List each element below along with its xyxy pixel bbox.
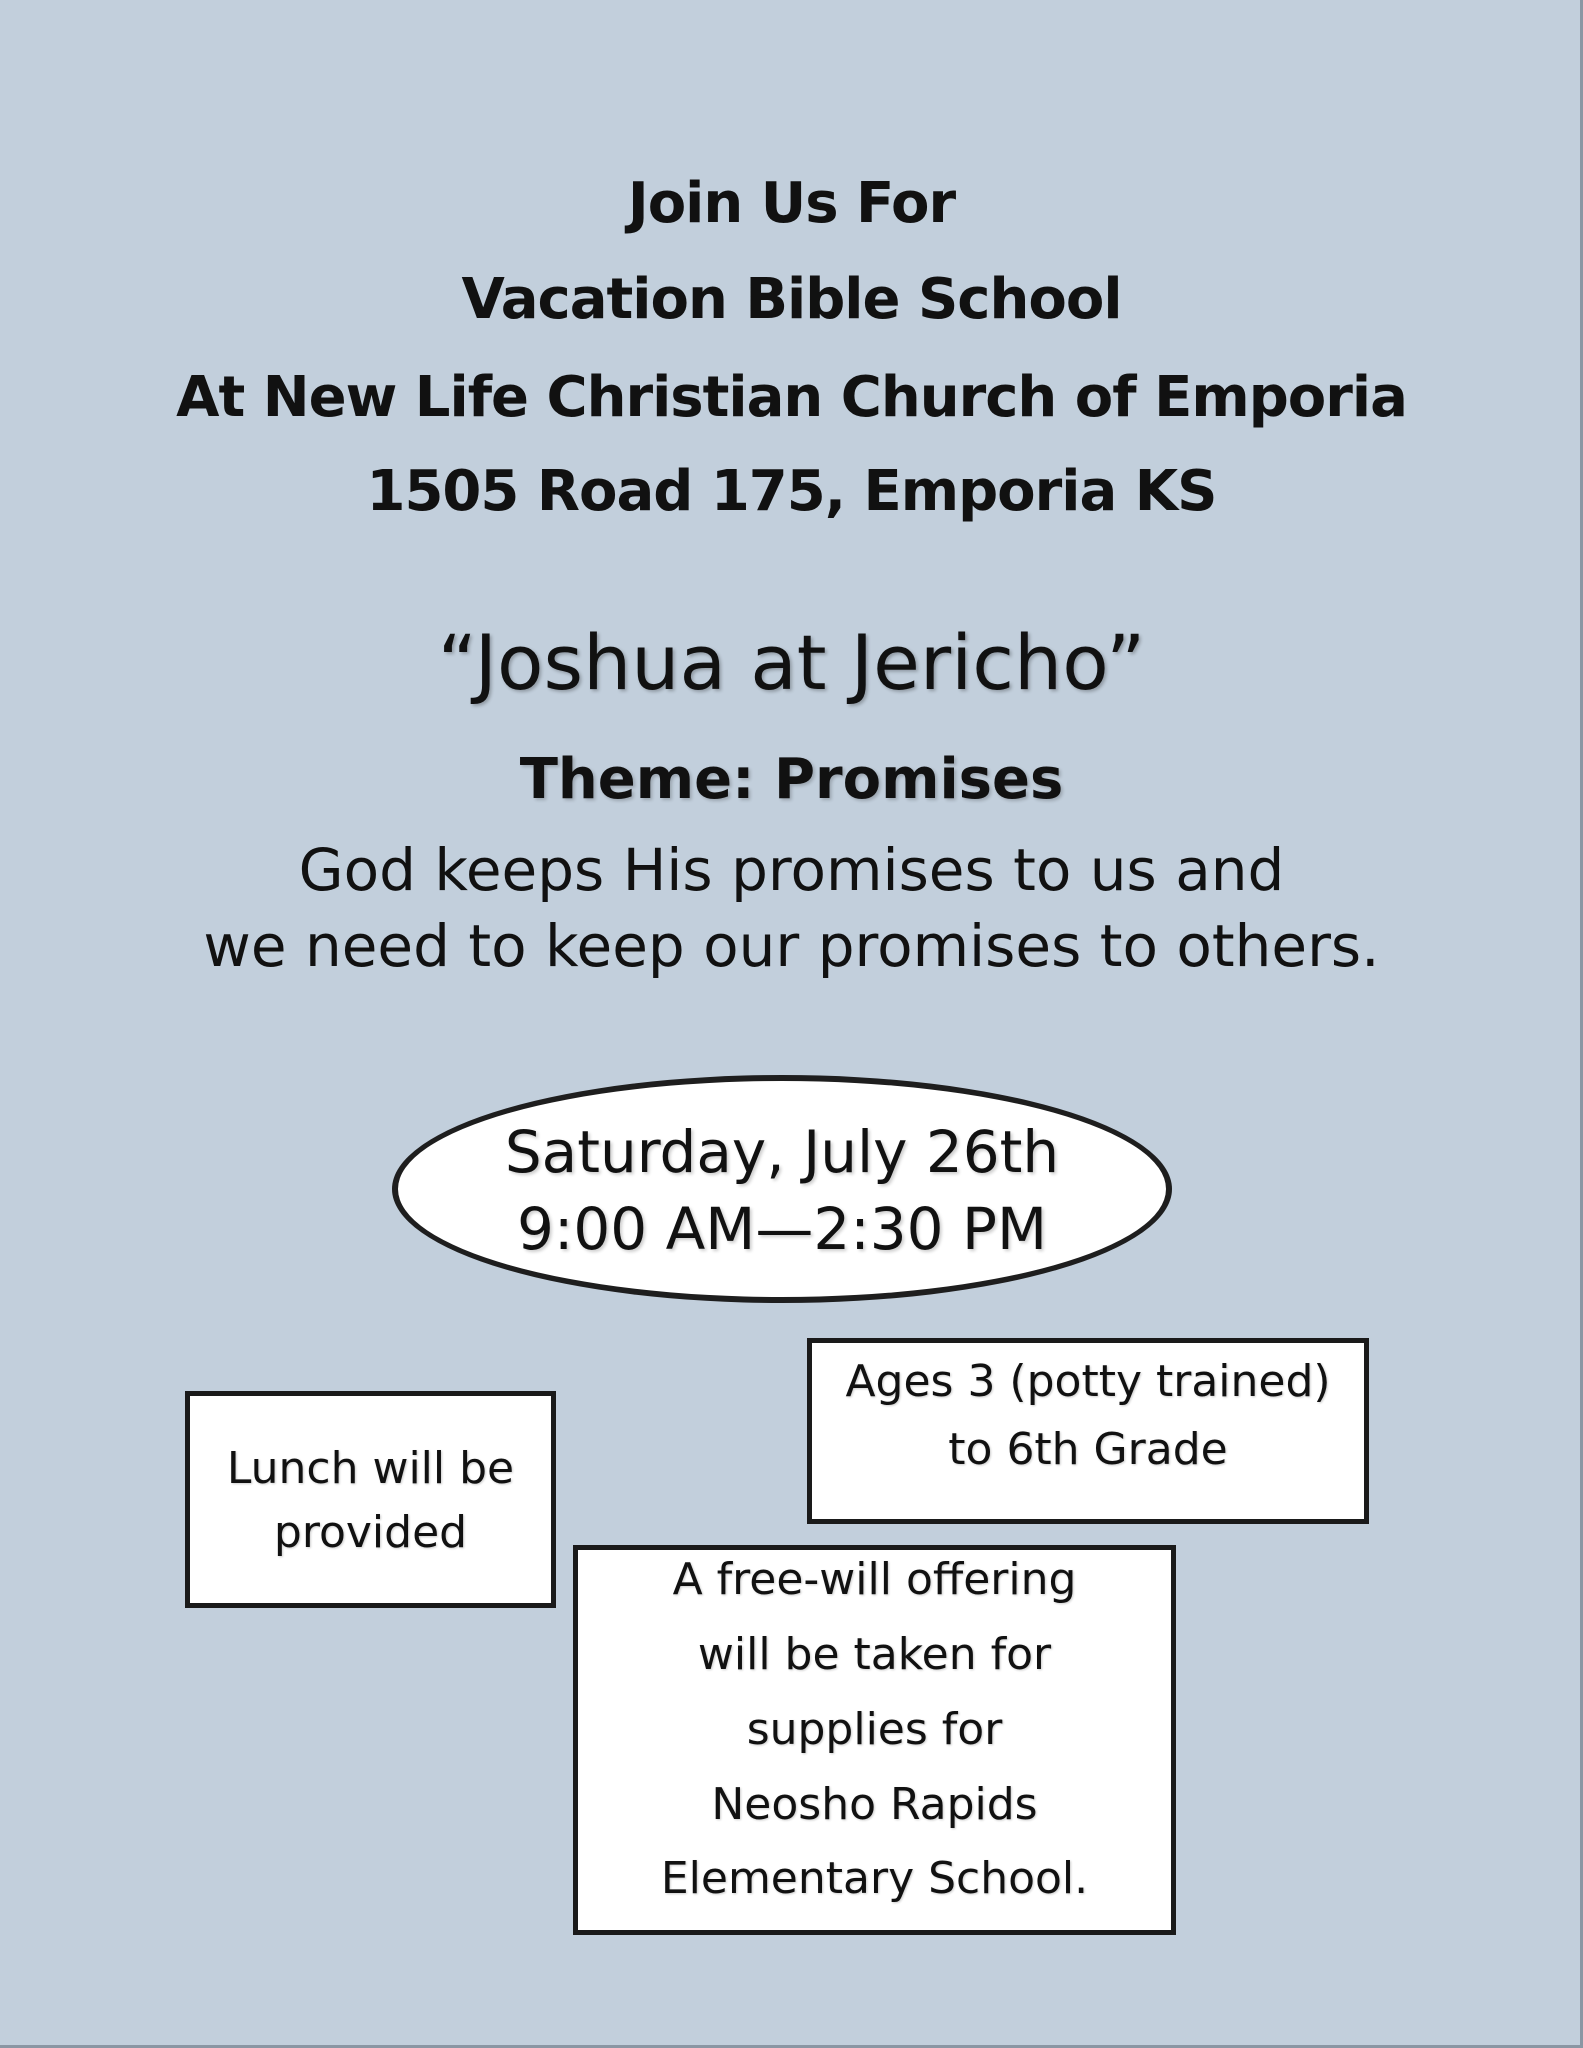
ages-line-1: Ages 3 (potty trained) <box>845 1356 1331 1407</box>
header-line-join-us: Join Us For <box>627 171 956 236</box>
program-message-line-2: we need to keep our promises to others. <box>203 912 1380 980</box>
lunch-line-1: Lunch will be <box>226 1443 515 1494</box>
offering-line-3: supplies for <box>746 1704 1003 1755</box>
header-line-event-name: Vacation Bible School <box>461 267 1122 332</box>
header-line-church: At New Life Christian Church of Emporia <box>176 365 1407 430</box>
offering-line-2: will be taken for <box>697 1629 1052 1680</box>
program-theme: Theme: Promises <box>519 747 1064 812</box>
header-line-address: 1505 Road 175, Emporia KS <box>366 459 1217 524</box>
date-oval <box>392 1075 1172 1303</box>
event-date: Saturday, July 26th <box>504 1118 1060 1186</box>
lunch-line-2: provided <box>273 1507 468 1558</box>
program-title: “Joshua at Jericho” <box>437 618 1146 707</box>
ages-line-2: to 6th Grade <box>948 1424 1228 1475</box>
offering-line-4: Neosho Rapids <box>711 1779 1038 1830</box>
offering-line-1: A free-will offering <box>672 1554 1077 1605</box>
program-message-line-1: God keeps His promises to us and <box>298 836 1285 904</box>
event-time: 9:00 AM—2:30 PM <box>516 1195 1048 1263</box>
offering-line-5: Elementary School. <box>660 1853 1089 1904</box>
lunch-box <box>185 1391 556 1608</box>
